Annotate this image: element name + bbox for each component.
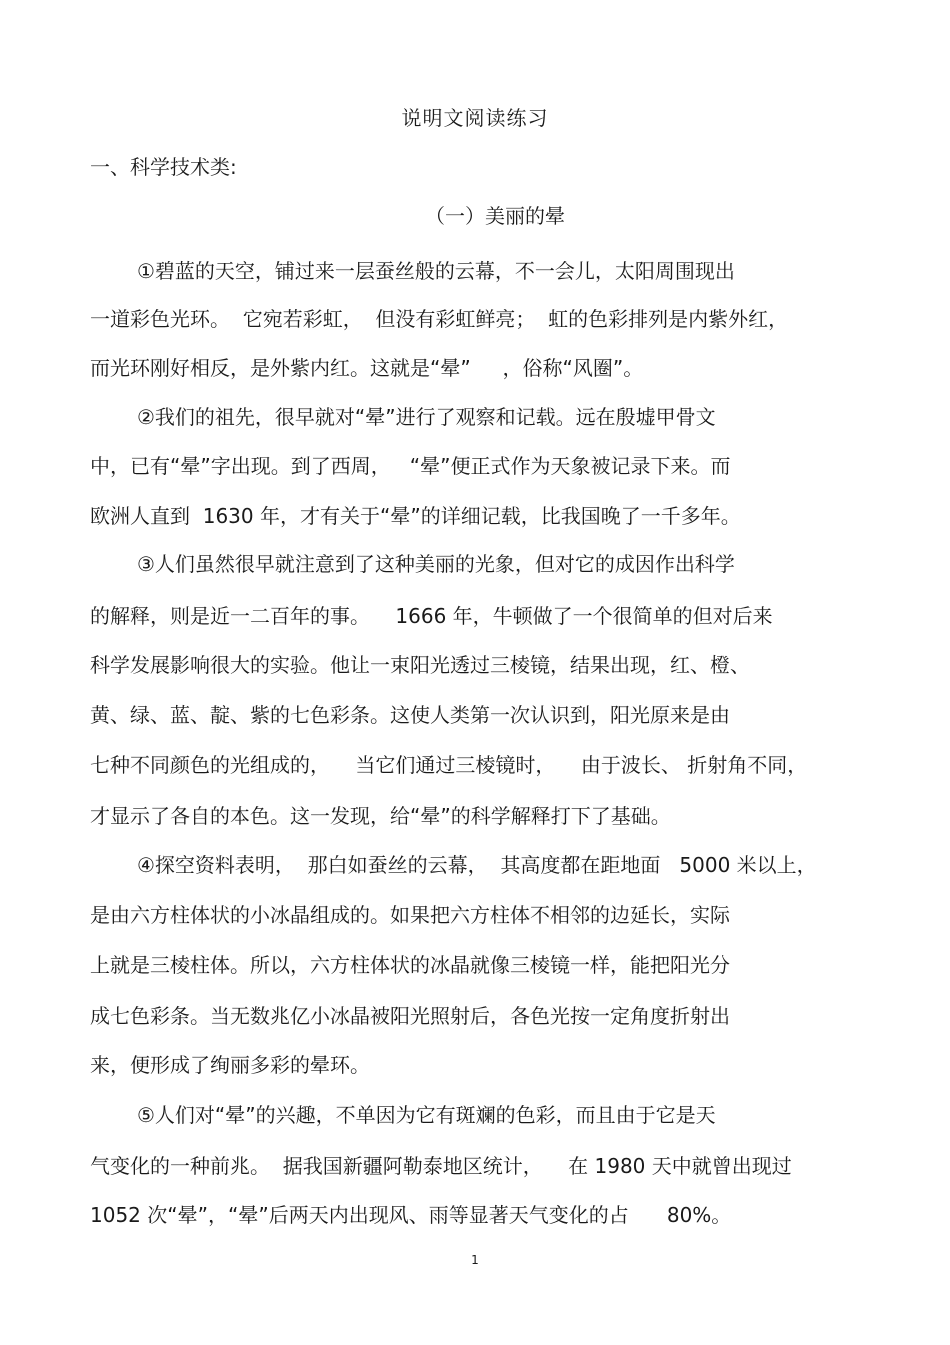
paragraph-4-line-4: 成七色彩条。当无数兆亿小冰晶被阳光照射后，各色光按一定角度折射出 [90, 1004, 730, 1028]
document-title: 说明文阅读练习 [401, 106, 549, 130]
paragraph-5-line-1: ⑤人们对“晕”的兴趣，不单因为它有斑斓的色彩，而且由于它是天 [137, 1103, 716, 1127]
paragraph-4-line-1: ④探空资料表明， 那白如蚕丝的云幕， 其高度都在距地面 5000 米以上， [137, 853, 817, 877]
paragraph-1-line-2: 一道彩色光环。 它宛若彩虹， 但没有彩虹鲜亮； 虹的色彩排列是内紫外红， [90, 307, 789, 331]
paragraph-3-line-2: 的解释，则是近一二百年的事。 1666 年，牛顿做了一个很简单的但对后来 [90, 604, 773, 628]
paragraph-2-line-2: 中，已有“晕”字出现。到了西周， “晕”便正式作为天象被记录下来。而 [90, 454, 731, 478]
paragraph-3-line-1: ③人们虽然很早就注意到了这种美丽的光象，但对它的成因作出科学 [137, 552, 735, 576]
paragraph-3-line-3: 科学发展影响很大的实验。他让一束阳光透过三棱镜，结果出现，红、橙、 [90, 653, 750, 677]
paragraph-5-line-3: 1052 次“晕”，“晕”后两天内出现风、雨等显著天气变化的占 80%。 [90, 1203, 732, 1227]
paragraph-1-line-3: 而光环刚好相反，是外紫内红。这就是“晕” ，俗称“风圈”。 [90, 356, 644, 380]
article-subtitle: （一）美丽的晕 [425, 204, 565, 228]
paragraph-2-line-1: ②我们的祖先，很早就对“晕”进行了观察和记载。远在殷墟甲骨文 [137, 405, 716, 429]
section-heading: 一、科学技术类: [90, 155, 237, 179]
paragraph-2-line-3: 欧洲人直到 1630 年，才有关于“晕”的详细记载，比我国晚了一千多年。 [90, 504, 741, 528]
paragraph-3-line-6: 才显示了各自的本色。这一发现，给“晕”的科学解释打下了基础。 [90, 804, 671, 828]
paragraph-3-line-4: 黄、绿、蓝、靛、紫的七色彩条。这使人类第一次认识到，阳光原来是由 [90, 703, 730, 727]
paragraph-4-line-3: 上就是三棱柱体。所以，六方柱体状的冰晶就像三棱镜一样，能把阳光分 [90, 953, 730, 977]
page-number: 1 [471, 1253, 479, 1267]
paragraph-5-line-2: 气变化的一种前兆。 据我国新疆阿勒泰地区统计， 在 1980 天中就曾出现过 [90, 1154, 792, 1178]
paragraph-4-line-2: 是由六方柱体状的小冰晶组成的。如果把六方柱体不相邻的边延长，实际 [90, 903, 730, 927]
paragraph-3-line-5: 七种不同颜色的光组成的， 当它们通过三棱镜时， 由于波长、 折射角不同， [90, 753, 808, 777]
paragraph-4-line-5: 来，便形成了绚丽多彩的晕环。 [90, 1053, 370, 1077]
paragraph-1-line-1: ①碧蓝的天空，铺过来一层蚕丝般的云幕，不一会儿，太阳周围现出 [137, 259, 735, 283]
